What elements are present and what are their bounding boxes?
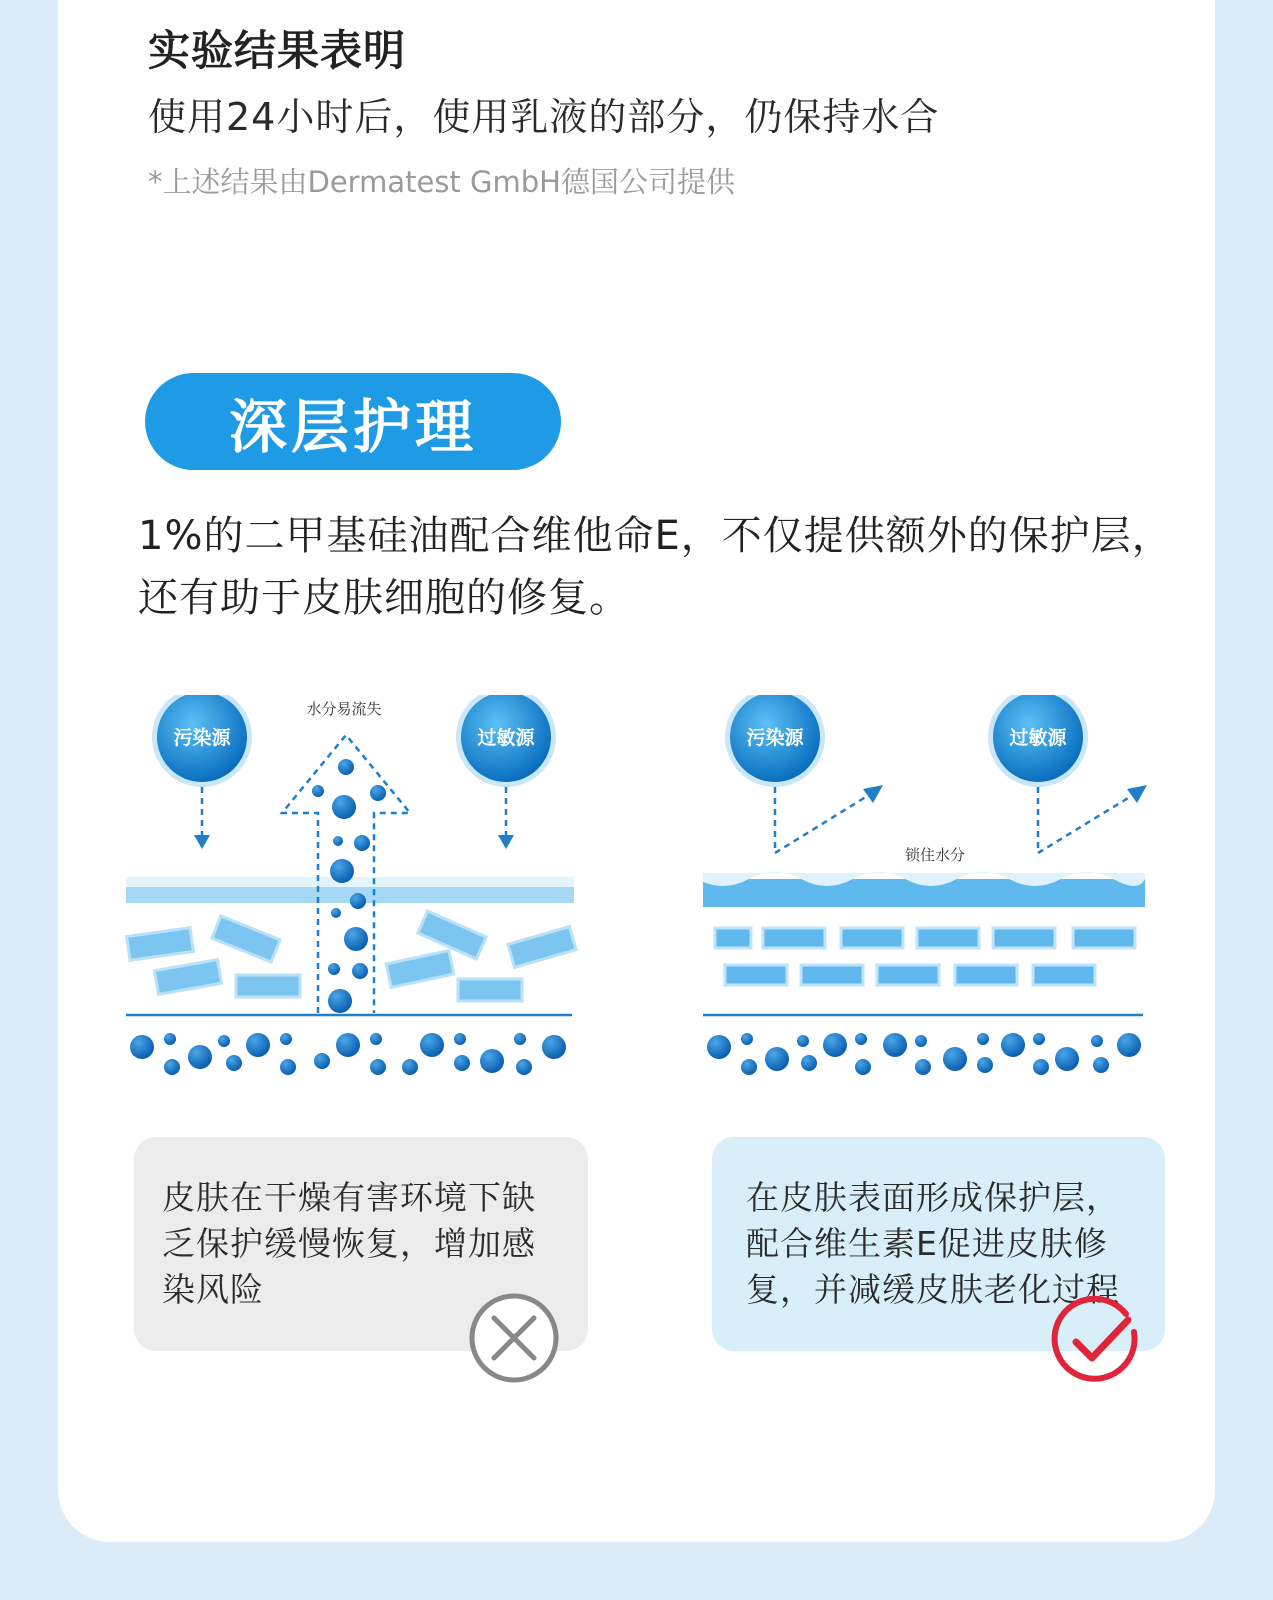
protected-caption: 在皮肤表面形成保护层，配合维生素E促进皮肤修复，并减缓皮肤老化过程 xyxy=(746,1178,1120,1309)
moisture-loss-label: 水分易流失 xyxy=(306,700,382,718)
section-intro: 1%的二甲基硅油配合维他命E，不仅提供额外的保护层，还有助于皮肤细胞的修复。 xyxy=(138,513,1173,621)
result-description: 使用24小时后，使用乳液的部分，仍保持水合 xyxy=(148,95,940,139)
check-circle-icon xyxy=(1048,1294,1144,1390)
allergen-label: 过敏源 xyxy=(1009,727,1067,749)
footnote: *上述结果由Dermatest GmbH德国公司提供 xyxy=(148,165,735,199)
allergen-circle xyxy=(456,695,556,787)
lock-moisture-label: 锁住水分 xyxy=(904,846,966,864)
section-badge: 深层护理 xyxy=(145,373,561,470)
pollution-label: 污染源 xyxy=(173,727,231,749)
allergen-label: 过敏源 xyxy=(477,727,535,749)
pollution-circle xyxy=(152,695,252,787)
protected-skin-diagram xyxy=(703,695,1183,1115)
pollution-label: 污染源 xyxy=(746,727,804,749)
unprotected-caption: 皮肤在干燥有害环境下缺乏保护缓慢恢复，增加感染风险 xyxy=(162,1178,536,1309)
unprotected-skin-diagram xyxy=(120,695,600,1115)
pollution-circle xyxy=(725,695,825,787)
cross-circle-icon xyxy=(466,1290,562,1386)
result-title: 实验结果表明 xyxy=(148,26,407,75)
allergen-circle xyxy=(988,695,1088,787)
